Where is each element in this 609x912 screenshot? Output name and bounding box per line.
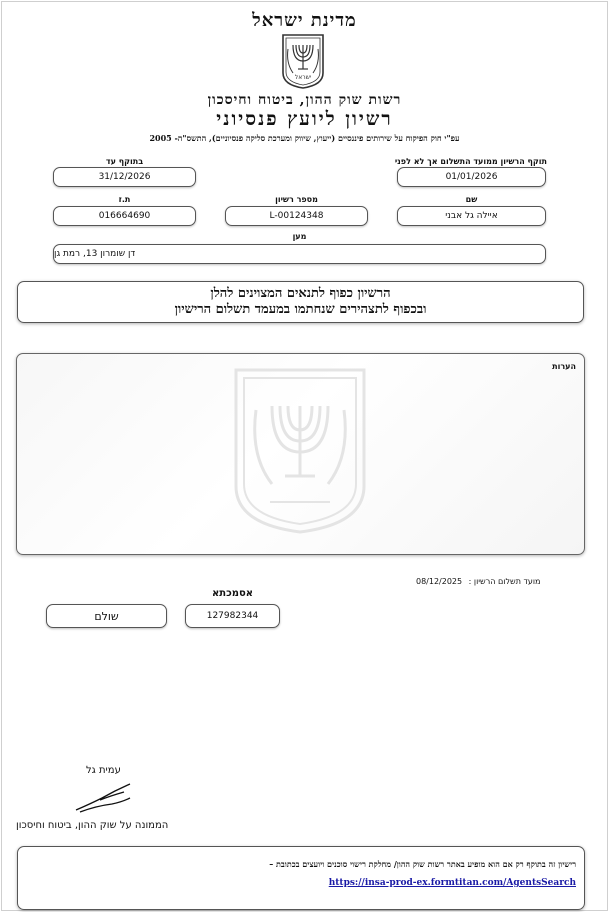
address-label: מען xyxy=(292,232,307,241)
id-field: 016664690 xyxy=(53,206,196,226)
authority-name: רשות שוק ההון, ביטוח וחיסכון xyxy=(207,92,402,108)
license-number-label: מספר רשיון xyxy=(275,195,318,204)
signer-name: עמית גל xyxy=(86,765,121,776)
notes-label: הערות xyxy=(552,362,576,371)
address-field: דן שומרון 13, רמת גן xyxy=(53,244,546,264)
name-label: שם xyxy=(465,195,478,204)
valid-from-label: תוקף הרשיון ממועד התשלום אך לא לפני xyxy=(394,157,547,166)
valid-from-field: 01/01/2026 xyxy=(397,167,546,187)
reference-field: 127982344 xyxy=(185,604,280,628)
payment-date-value: 08/12/2025 xyxy=(416,577,463,586)
payment-status-field: שולם xyxy=(46,604,167,628)
signer-title: הממונה על שוק ההון, ביטוח וחיסכון xyxy=(16,820,169,831)
license-conditions xyxy=(17,281,584,323)
law-reference: עפ"י חוק הפיקוח על שירותים פיננסיים (ייעוץ, שיווק ומערכת סליקה פנסיוניים), התשס"ה- 2005 xyxy=(149,133,460,143)
emblem-watermark-icon xyxy=(230,366,370,536)
valid-until-label: בתוקף עד xyxy=(105,157,144,166)
reference-label: אסמכתא xyxy=(211,588,254,599)
name-field: איילה גל אבני xyxy=(397,206,546,226)
valid-until-field: 31/12/2026 xyxy=(53,167,196,187)
license-number-field: L-00124348 xyxy=(225,206,368,226)
notes-box xyxy=(16,353,585,555)
payment-date-line xyxy=(412,577,541,586)
signature-icon xyxy=(70,780,140,816)
verification-note: רישיון זה בתוקף רק אם הוא מופיע באתר רשות שוק ההון/ מחלקת רישוי סוכנים ויועצים בכתובת – xyxy=(269,859,576,869)
emblem-caption: ישראל xyxy=(294,74,312,81)
state-emblem-icon xyxy=(279,33,327,89)
state-title: מדינת ישראל xyxy=(252,10,357,31)
conditions-line-1: הרשיון כפוף לתנאים המצוינים להלן xyxy=(210,286,391,301)
verification-box xyxy=(17,846,585,910)
id-label: ת.ז xyxy=(118,195,131,204)
verification-link[interactable]: https://insa-prod-ex.formtitan.com/AgentsSearch xyxy=(328,878,576,888)
license-title: רשיון ליועץ פנסיוני xyxy=(216,108,393,130)
conditions-line-2: ובכפוף לתצהירים שנחתמו במעמד תשלום הרישיון xyxy=(174,302,427,317)
payment-date-label: מועד תשלום הרשיון : xyxy=(468,577,541,586)
